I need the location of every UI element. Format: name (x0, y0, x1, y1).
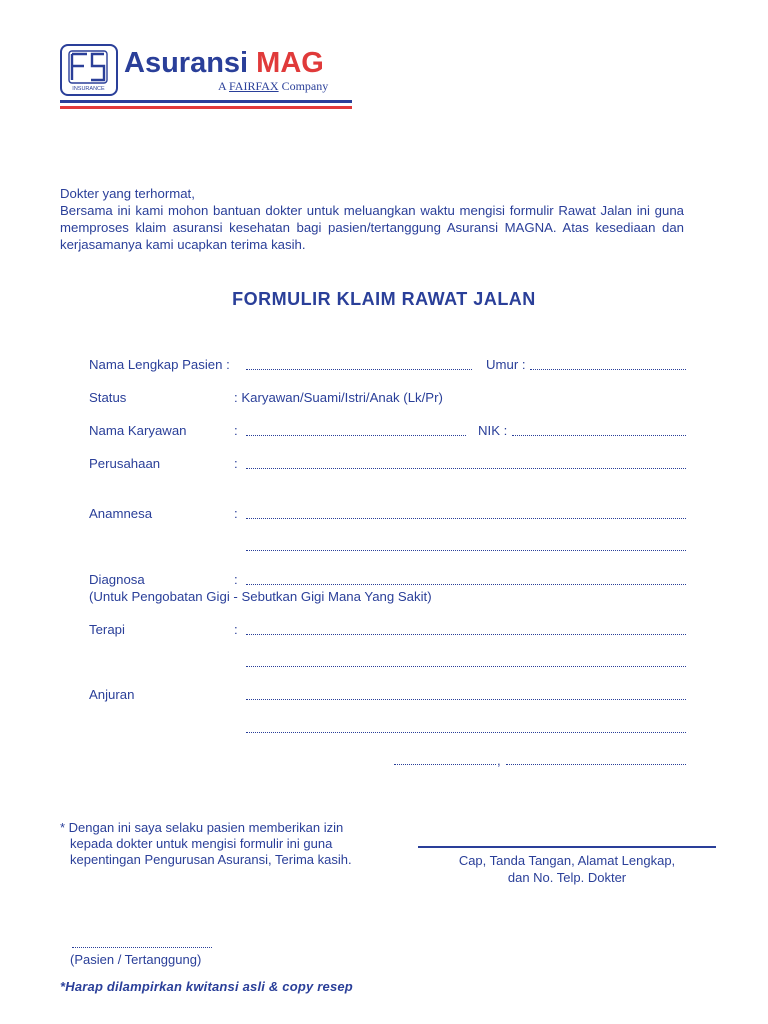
field-anjuran-line2[interactable] (246, 732, 686, 733)
brand-tagline (218, 79, 328, 93)
field-terapi-line1[interactable] (246, 634, 686, 635)
brand-name-part2: MAG (256, 47, 324, 79)
brand-name-part1: Asuransi (124, 47, 249, 79)
status-options[interactable]: : Karyawan/Suami/Istri/Anak (Lk/Pr) (234, 390, 443, 405)
field-terapi-line2[interactable] (246, 666, 686, 667)
field-date[interactable] (506, 764, 686, 765)
consent-line2: kepada dokter untuk mengisi formulir ini guna (70, 836, 333, 851)
doctor-signature-line[interactable] (418, 846, 716, 848)
label-terapi: Terapi (89, 622, 125, 637)
colon: : (234, 572, 238, 587)
tagline-prefix: A (218, 79, 227, 93)
label-nama-karyawan: Nama Karyawan (89, 423, 187, 438)
doctor-signature-caption (418, 852, 716, 886)
letter-intro (60, 185, 684, 253)
header-rule-red (60, 106, 352, 109)
field-anjuran-line1[interactable] (246, 699, 686, 700)
label-umur: Umur : (486, 357, 526, 372)
company-logo (60, 44, 118, 96)
consent-note (60, 820, 400, 868)
form-title: FORMULIR KLAIM RAWAT JALAN (232, 289, 536, 309)
letter-salutation: Dokter yang terhormat, (60, 186, 195, 201)
tagline-company: FAIRFAX (229, 79, 279, 93)
colon: : (234, 423, 238, 438)
footer-note: *Harap dilampirkan kwitansi asli & copy resep (60, 979, 353, 994)
label-diagnosa: Diagnosa (89, 572, 145, 587)
patient-signature-line[interactable] (72, 947, 212, 948)
field-anamnesa-line2[interactable] (246, 550, 686, 551)
doctor-signature-caption-line2: dan No. Telp. Dokter (507, 870, 627, 885)
label-perusahaan: Perusahaan (89, 456, 161, 471)
patient-signature-caption: (Pasien / Tertanggung) (70, 952, 202, 967)
field-nama-pasien[interactable] (246, 369, 472, 370)
letter-body: Bersama ini kami mohon bantuan dokter untuk meluangkan waktu mengisi formulir Rawat Jalan ini guna memproses klaim asuransi kesehatan bagi pasien/tertanggung Asuransi MAGNA. Atas kesediaan dan kerjasamanya kami ucapkan terima kasih. (60, 203, 684, 252)
logo-emblem-icon (62, 46, 115, 93)
colon: : (234, 456, 238, 471)
diagnosa-note: (Untuk Pengobatan Gigi - Sebutkan Gigi Mana Yang Sakit) (89, 589, 432, 604)
colon: : (234, 622, 238, 637)
field-nama-karyawan[interactable] (246, 435, 466, 436)
consent-line1: * Dengan ini saya selaku pasien memberikan izin (60, 820, 344, 835)
consent-line3: kepentingan Pengurusan Asuransi, Terima kasih. (70, 852, 352, 867)
label-status: Status (89, 390, 127, 405)
logo-caption: INSURANCE (72, 86, 105, 92)
label-nama-pasien: Nama Lengkap Pasien : (89, 357, 230, 372)
field-umur[interactable] (530, 369, 686, 370)
header-rule-blue (60, 100, 352, 103)
label-nik: NIK : (478, 423, 508, 438)
date-comma: , (497, 753, 501, 768)
field-perusahaan[interactable] (246, 468, 686, 469)
colon: : (234, 506, 238, 521)
field-place[interactable] (394, 764, 496, 765)
field-diagnosa[interactable] (246, 584, 686, 585)
field-nik[interactable] (512, 435, 686, 436)
brand-name (124, 48, 324, 78)
field-anamnesa-line1[interactable] (246, 518, 686, 519)
tagline-suffix: Company (281, 79, 329, 93)
label-anamnesa: Anamnesa (89, 506, 153, 521)
doctor-signature-caption-line1: Cap, Tanda Tangan, Alamat Lengkap, (458, 853, 676, 868)
label-anjuran: Anjuran (89, 687, 135, 702)
